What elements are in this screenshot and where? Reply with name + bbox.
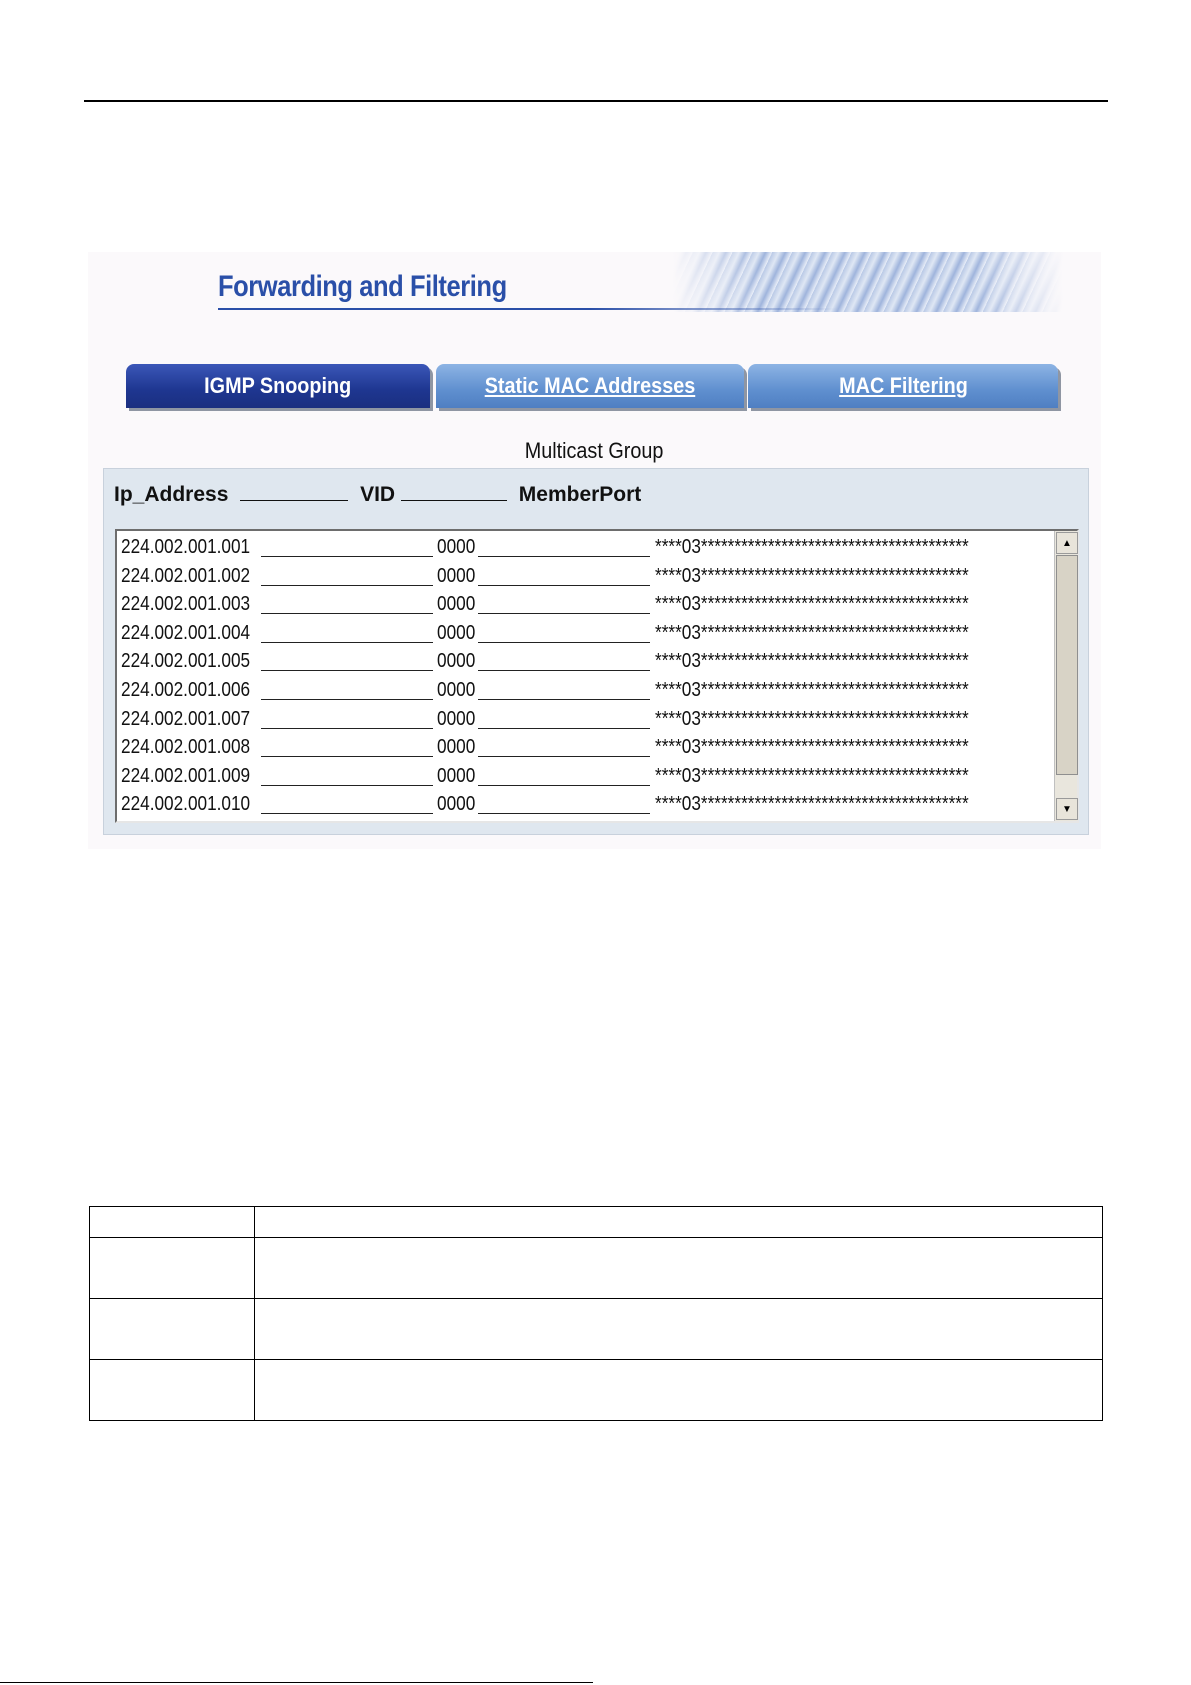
row-vid: 0000: [437, 793, 476, 816]
row-separator-line: [478, 785, 650, 786]
row-separator-line: [261, 556, 433, 557]
row-member-port: ****03****************************************: [655, 707, 969, 730]
scroll-thumb[interactable]: [1056, 555, 1078, 775]
tab-mac-filtering[interactable]: MAC Filtering: [748, 364, 1058, 408]
parameter-description-table: [89, 1206, 1103, 1421]
list-item[interactable]: [121, 647, 1049, 676]
list-item[interactable]: [121, 705, 1049, 734]
row-separator-line: [478, 670, 650, 671]
tab-bar: [126, 364, 1058, 408]
list-item[interactable]: [121, 676, 1049, 705]
multicast-group-rows: [121, 533, 1049, 819]
row-separator-line: [261, 813, 433, 814]
row-member-port: ****03****************************************: [655, 593, 969, 616]
row-ip-address: 224.002.001.002: [121, 564, 251, 587]
row-vid: 0000: [437, 736, 476, 759]
header-member-port: MemberPort: [518, 483, 642, 506]
banner-network-cable-image: [673, 252, 1063, 312]
row-separator-line: [261, 613, 433, 614]
list-item[interactable]: [121, 790, 1049, 819]
scroll-up-icon[interactable]: ▲: [1056, 532, 1078, 554]
row-separator-line: [261, 699, 433, 700]
row-ip-address: 224.002.001.009: [121, 764, 251, 787]
header-vid: VID: [360, 483, 396, 506]
row-ip-address: 224.002.001.004: [121, 621, 251, 644]
header-rule-ip: [240, 486, 348, 501]
header-ip-address: Ip_Address: [114, 483, 229, 506]
scroll-down-icon[interactable]: ▼: [1056, 798, 1078, 820]
listbox-scrollbar[interactable]: [1054, 531, 1077, 821]
row-ip-address: 224.002.001.006: [121, 678, 251, 701]
row-ip-address: 224.002.001.001: [121, 536, 251, 558]
row-ip-address: 224.002.001.010: [121, 793, 251, 816]
row-ip-address: 224.002.001.003: [121, 593, 251, 616]
row-separator-line: [478, 613, 650, 614]
row-separator-line: [478, 642, 650, 643]
row-ip-address: 224.002.001.005: [121, 650, 251, 673]
row-separator-line: [261, 642, 433, 643]
table-row: [90, 1299, 1103, 1360]
row-separator-line: [261, 785, 433, 786]
row-separator-line: [261, 585, 433, 586]
table-row: [90, 1360, 1103, 1421]
row-member-port: ****03****************************************: [655, 536, 969, 558]
row-separator-line: [478, 585, 650, 586]
row-separator-line: [478, 813, 650, 814]
row-vid: 0000: [437, 764, 476, 787]
row-vid: 0000: [437, 593, 476, 616]
row-vid: 0000: [437, 536, 476, 558]
row-member-port: ****03****************************************: [655, 764, 969, 787]
row-separator-line: [261, 756, 433, 757]
row-vid: 0000: [437, 564, 476, 587]
row-member-port: ****03****************************************: [655, 793, 969, 816]
multicast-group-title: Multicast Group: [525, 438, 664, 463]
list-item[interactable]: [121, 590, 1049, 619]
tab-igmp-snooping[interactable]: IGMP Snooping: [126, 364, 430, 408]
row-vid: 0000: [437, 650, 476, 673]
row-ip-address: 224.002.001.008: [121, 736, 251, 759]
row-member-port: ****03****************************************: [655, 678, 969, 701]
row-separator-line: [478, 556, 650, 557]
header-rule-vid: [401, 486, 507, 501]
column-headers: [114, 483, 641, 507]
forwarding-filtering-panel: [88, 252, 1101, 849]
multicast-group-box: [103, 468, 1089, 835]
row-separator-line: [261, 728, 433, 729]
list-item[interactable]: [121, 562, 1049, 591]
row-vid: 0000: [437, 621, 476, 644]
tab-static-mac-addresses[interactable]: Static MAC Addresses: [436, 364, 744, 408]
list-item[interactable]: [121, 762, 1049, 791]
row-vid: 0000: [437, 678, 476, 701]
list-item[interactable]: [121, 533, 1049, 562]
footnote-rule: [0, 1682, 593, 1683]
row-separator-line: [478, 728, 650, 729]
row-member-port: ****03****************************************: [655, 736, 969, 759]
row-member-port: ****03****************************************: [655, 621, 969, 644]
table-header-row: [90, 1207, 1103, 1238]
row-separator-line: [261, 670, 433, 671]
multicast-group-listbox[interactable]: [115, 529, 1079, 823]
list-item[interactable]: [121, 619, 1049, 648]
header-rule: [84, 100, 1108, 102]
row-ip-address: 224.002.001.007: [121, 707, 251, 730]
row-separator-line: [478, 699, 650, 700]
row-member-port: ****03****************************************: [655, 650, 969, 673]
row-member-port: ****03****************************************: [655, 564, 969, 587]
row-vid: 0000: [437, 707, 476, 730]
list-item[interactable]: [121, 733, 1049, 762]
row-separator-line: [478, 756, 650, 757]
banner-title: Forwarding and Filtering: [218, 270, 507, 303]
banner-underline: [218, 308, 838, 310]
table-row: [90, 1238, 1103, 1299]
